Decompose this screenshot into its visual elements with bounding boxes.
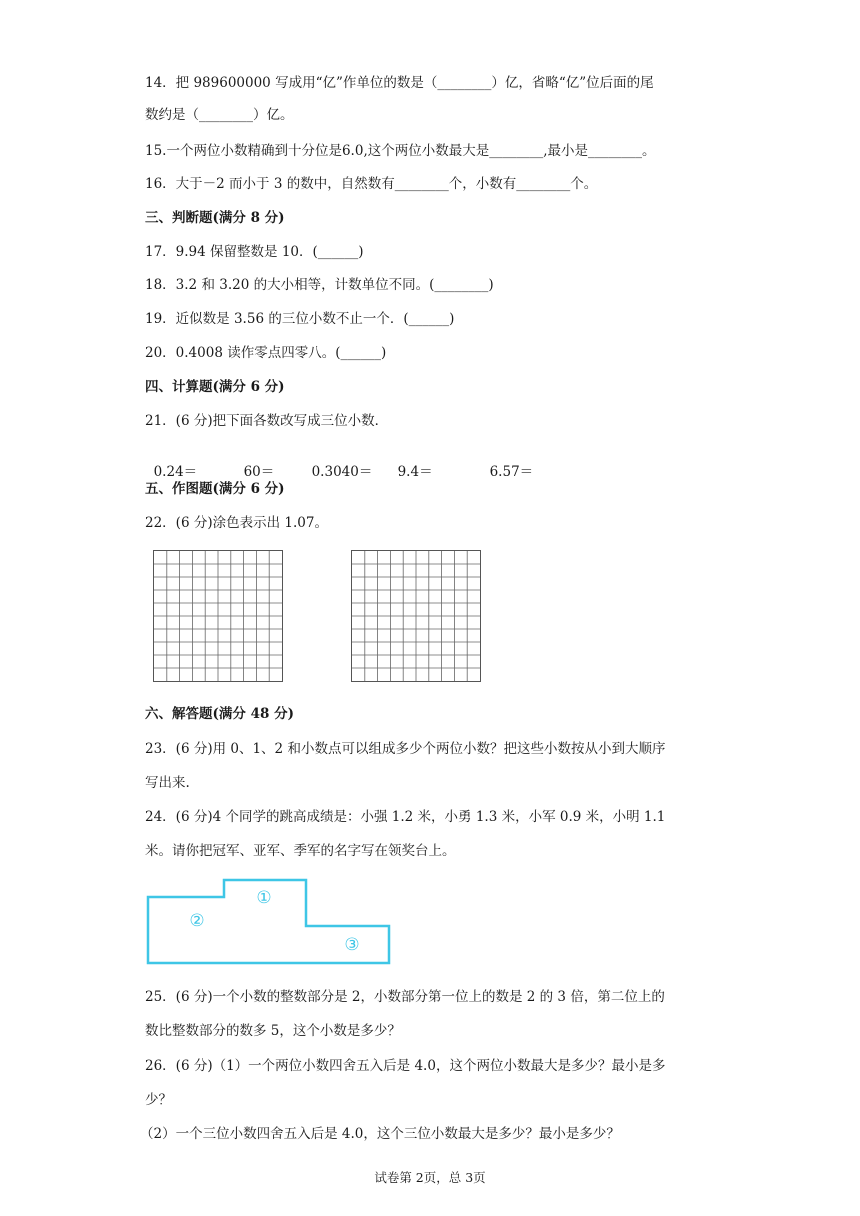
calc-item-1: 0.24＝ — [153, 464, 198, 480]
section-6-heading: 六、解答题(满分 48 分) — [145, 706, 294, 722]
section-4-heading: 四、计算题(满分 6 分) — [145, 379, 285, 395]
page-footer: 试卷第 2页，总 3页 — [374, 1170, 486, 1185]
podium-label-3rd: ③ — [344, 935, 360, 955]
question-25-line-1: 25．(6 分)一个小数的整数部分是 2，小数部分第一位上的数是 2 的 3 倍，第二位上的 — [145, 989, 665, 1005]
podium-label-1st: ① — [256, 888, 272, 908]
calc-item-3: 0.3040＝ — [311, 464, 373, 480]
calc-item-2: 60＝ — [243, 464, 275, 480]
question-21: 21．(6 分)把下面各数改写成三位小数． — [145, 413, 389, 429]
calc-row — [145, 445, 533, 481]
hundred-grid-2 — [351, 550, 481, 682]
podium-label-2nd: ② — [189, 911, 205, 931]
calc-item-4: 9.4＝ — [397, 464, 433, 480]
question-15: 15.一个两位小数精确到十分位是6.0,这个两位小数最大是________,最小是________。 — [145, 143, 656, 159]
hundred-grid-1 — [153, 550, 283, 682]
question-26-line-1: 26．(6 分)（1）一个两位小数四舍五入后是 4.0，这个两位小数最大是多少？最小是多 — [145, 1058, 666, 1074]
calc-item-5: 6.57＝ — [489, 464, 534, 480]
question-19: 19．近似数是 3.56 的三位小数不止一个．(______) — [145, 311, 455, 327]
question-17: 17．9.94 保留整数是 10．(______) — [145, 244, 364, 260]
question-16: 16．大于－2 而小于 3 的数中，自然数有________个，小数有________个。 — [145, 176, 598, 192]
question-26-line-2: 少？ — [145, 1092, 172, 1108]
question-18: 18．3.2 和 3.20 的大小相等，计数单位不同。(________) — [145, 277, 494, 293]
podium-diagram — [140, 875, 395, 970]
question-24-line-1: 24．(6 分)4 个同学的跳高成绩是：小强 1.2 米，小勇 1.3 米，小军 0.9 米，小明 1.1 — [145, 809, 666, 825]
question-24-line-2: 米。请你把冠军、亚军、季军的名字写在领奖台上。 — [145, 843, 456, 859]
question-26-line-3: （2）一个三位小数四舍五入后是 4.0，这个三位小数最大是多少？最小是多少？ — [140, 1126, 620, 1142]
section-3-heading: 三、判断题(满分 8 分) — [145, 210, 285, 226]
question-23-line-1: 23．(6 分)用 0、1、2 和小数点可以组成多少个两位小数？把这些小数按从小到大顺序 — [145, 741, 666, 757]
question-23-line-2: 写出来. — [145, 775, 190, 791]
question-14-line-2: 数约是（________）亿。 — [145, 107, 294, 123]
section-5-heading: 五、作图题(满分 6 分) — [145, 481, 285, 497]
question-14-line-1: 14．把 989600000 写成用“亿”作单位的数是（________）亿，省略“亿”位后面的尾 — [145, 75, 654, 91]
question-22: 22．(6 分)涂色表示出 1.07。 — [145, 515, 328, 531]
question-20: 20．0.4008 读作零点四零八。(______) — [145, 345, 387, 361]
question-25-line-2: 数比整数部分的数多 5，这个小数是多少？ — [145, 1023, 401, 1039]
